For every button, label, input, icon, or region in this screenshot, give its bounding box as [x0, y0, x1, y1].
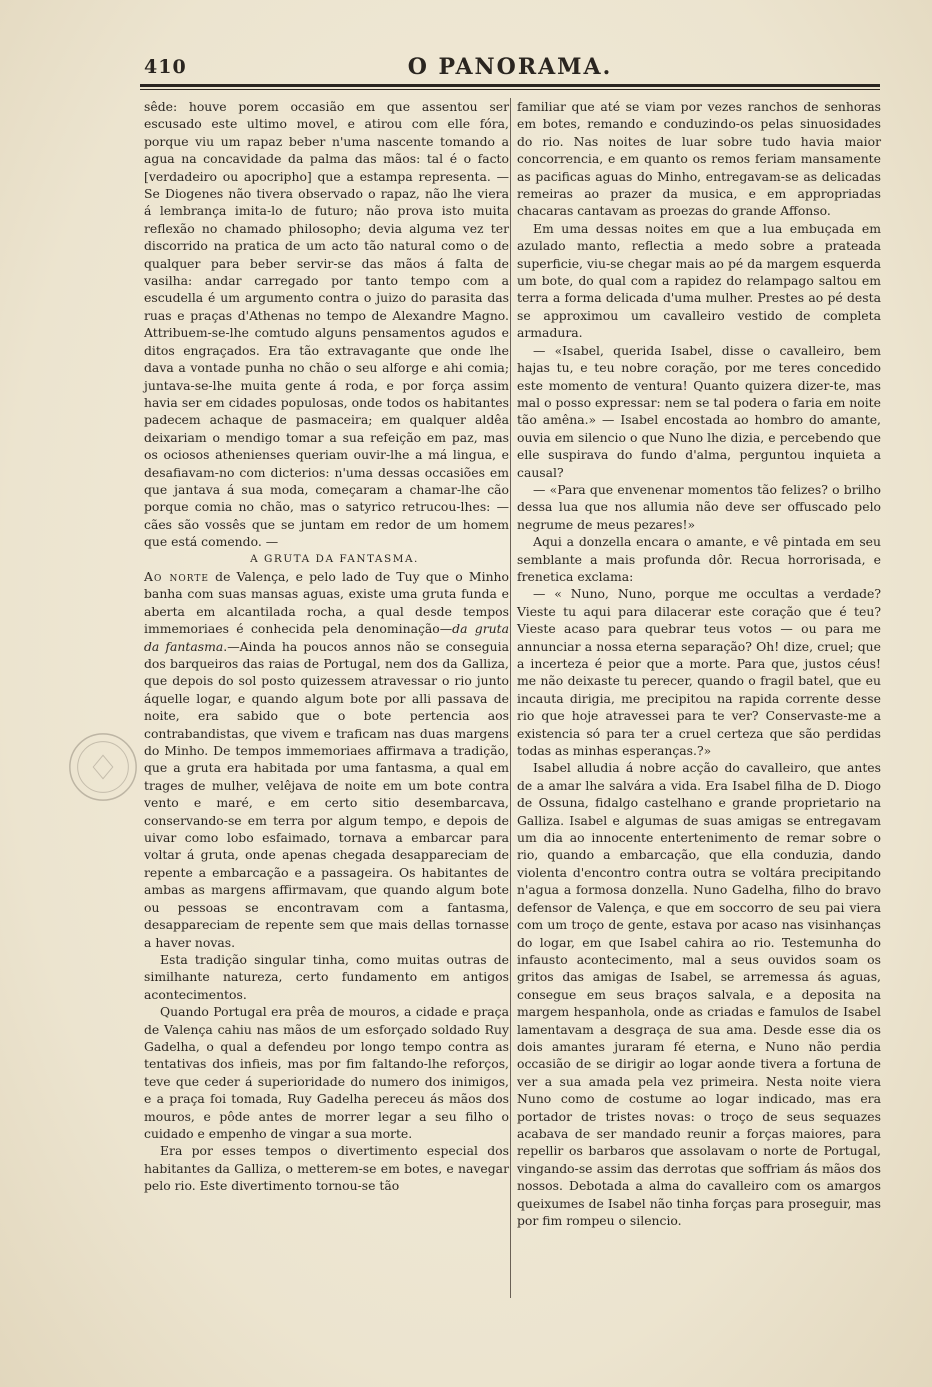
- right-paragraph-3: — «Isabel, querida Isabel, disse o cavalleiro, bem hajas tu, e teu nobre coração, por me teres concedido este momento de ventura! Quanto quizera dizer-te, mas mal o posso expressar: nem se tal podera o faria em noite tão amêna.» — Isabel encostada ao hombro do amante, ouvia em silencio o que Nuno lhe dizia, e percebendo que elle suspirava do fundo d'alma, perguntou inquieta a causal?: [517, 342, 881, 480]
- gruta-p1-end: .—Ainda ha poucos annos não se conseguia dos barqueiros das raias de Portugal, nem dos da Galliza, que depois do sol posto quizessem atravessar o rio junto áquelle logar, e quando algum bote por alli passava de noite, era sabido que o bote pertencia aos contrabandistas, que vivem e traficam nas duas margens do Minho. De tempos immemoriaes affirmava a tradição, que a gruta era habitada por uma fantasma, a qual em trages de mulher, velêjava de noite em um bote contra vento e maré, e em certo sitio desembarcava, conservando-se em terra por algum tempo, e depois de uivar como lobo esfaimado, tornava a embarcar para voltar á gruta, onde apenas chegada desappareciam de repente a embarcação e a passageira. Os habitantes de ambas as margens affirmavam, que quando algum bote ou pessoas se encontravam com a fantasma, desappareciam de repente sem que mais dellas tornasse a haver novas.: [144, 638, 509, 950]
- opening-words: Ao norte: [144, 568, 209, 584]
- left-column: [144, 98, 509, 1195]
- column-divider: [510, 98, 511, 1298]
- gruta-paragraph-1: [144, 568, 509, 951]
- journal-title: O PANORAMA.: [407, 54, 613, 80]
- header-rule: [140, 84, 880, 87]
- header-rule-thin: [140, 89, 880, 90]
- gruta-name-italic: da gruta da fantasma: [144, 621, 509, 654]
- page-header: [140, 52, 880, 86]
- library-stamp-icon: [64, 728, 142, 806]
- gruta-p1-text: de Valença, e pelo lado de Tuy que o Minho banha com suas mansas aguas, existe uma gruta funda e aberta em alcantilada rocha, a qual desde tempos immemoriaes é conhecida pela denominação—: [144, 568, 509, 637]
- gruta-paragraph-4: Era por esses tempos o divertimento especial dos habitantes da Galliza, o metterem-se em botes, e navegar pelo rio. Este divertimento tornou-se tão: [144, 1143, 509, 1194]
- gruta-paragraph-3: Quando Portugal era prêa de mouros, a cidade e praça de Valença cahiu nas mãos de um esforçado soldado Ruy Gadelha, o qual a defendeu por longo tempo contra as tentativas dos infieis, mas por fim faltando-lhe reforços, teve que ceder á superioridade do numero dos inimigos, e a praça foi tomada, Ruy Gadelha pereceu ás mãos dos mouros, e pôde antes de morrer legar a seu filho o cuidado e empenho de vingar a sua morte.: [144, 1004, 509, 1141]
- right-column: [517, 98, 881, 1229]
- right-paragraph-6: — « Nuno, Nuno, porque me occultas a verdade? Vieste tu aqui para dilacerar este coração que é teu? Vieste acaso para quebrar teus votos — ou para me annunciar a nossa eterna separação? Oh! dize, cruel; que a incerteza é peior que a morte. Para que, justos céus! me não deixaste tu perecer, quando o fragil batel, que eu incauta dirigia, me precipitou na rapida corrente desse rio que hoje atravessei para te ver? Conservaste-me a existencia só para ter a cruel certeza que são perdidas todas as minhas esperanças.?»: [517, 586, 881, 759]
- right-paragraph-4: — «Para que envenenar momentos tão felizes? o brilho dessa lua que nos allumia não deve ser offuscado pelo negrume de meus pezares!»: [517, 481, 881, 532]
- section-title: A GRUTA DA FANTASMA.: [250, 552, 419, 565]
- right-paragraph-5: Aqui a donzella encara o amante, e vê pintada em seu semblante a mais profunda dôr. Recua horrorisada, e frenetica exclama:: [517, 534, 881, 584]
- right-paragraph-1: familiar que até se viam por vezes ranchos de senhoras em botes, remando e conduzindo-os pelas sinuosidades do rio. Nas noites de luar sobre tudo havia maior concorrencia, e em quanto os remos feriam mansamente as pacificas aguas do Minho, entregavam-se as delicadas remeiras ao prazer da musica, e em appropriadas chacaras cantavam as proezas do grande Affonso.: [517, 99, 881, 219]
- page-number: 410: [144, 56, 187, 78]
- gruta-paragraph-2: Esta tradição singular tinha, como muitas outras de similhante natureza, certo fundamento em antigos acontecimentos.: [144, 951, 509, 1002]
- right-paragraph-2: Em uma dessas noites em que a lua embuçada em azulado manto, reflectia a medo sobre a prateada superficie, viu-se chegar mais ao pé da margem esquerda um bote, do qual com a rapidez do relampago saltou em terra a forma delicada d'uma mulher. Prestes ao pé desta se approximou um cavalleiro vestido de completa armadura.: [517, 220, 881, 341]
- right-paragraph-7: Isabel alludia á nobre acção do cavalleiro, que antes de a amar lhe salvára a vida. Era Isabel filha de D. Diogo de Ossuna, fidalgo castelhano e grande proprietario na Galliza. Isabel e algumas de suas amigas se entregavam um dia ao innocente entertenimento de remar sobre o rio, quando a embarcação, que ella conduzia, dando violenta d'encontro contra outra se voltára precipitando n'agua a formosa donzella. Nuno Gadelha, filho do bravo defensor de Valença, e que em soccorro de seu pai viera com um troço de gente, estava por acaso nas visinhanças do logar, em que Isabel cahira ao rio. Testemunha do infausto acontecimento, mal a seus ouvidos soam os gritos das amigas de Isabel, se arremessa ás aguas, consegue em seus braços salvala, e a deposita na margem hespanhola, onde as criadas e famulos de Isabel lamentavam a desgraça de sua ama. Desde esse dia os dois amantes juraram fé eterna, e Nuno não perdia occasião de se dirigir ao logar aonde tivera a fortuna de ver a sua amada pela vez primeira. Nesta noite viera Nuno como de costume ao logar indicado, mas era portador de tristes novas: o troço de seus sequazes acabava de ser mandado reunir a forças maiores, para repellir os barbaros que assolavam o norte de Portugal, vingando-se assim das derrotas que soffriam ás mãos dos nossos. Debotada a alma do cavalleiro com os amargos queixumes de Isabel não tinha forças para proseguir, mas por fim rompeu o silencio.: [517, 760, 881, 1228]
- diogenes-paragraph: sêde: houve porem occasião em que assentou ser escusado este ultimo movel, e atirou com elle fóra, porque viu um rapaz beber n'uma nascente tomando a agua na concavidade da palma das mãos: tal é o facto [verdadeiro ou apocripho] que a estampa representa. — Se Diogenes não tivera observado o rapaz, não lhe viera á lembrança imita-lo de futuro; não prova isto muita reflexão no chamado philosopho; devia alguma vez ter discorrido na pratica de um acto tão natural como o de qualquer para beber servir-se das mãos á falta de vasilha: andar carregado por tanto tempo com a escudella é um argumento contra o juizo do parasita das ruas e praças d'Athenas no tempo de Alexandre Magno. Attribuem-se-lhe comtudo alguns pensamentos agudos e ditos engraçados. Era tão extravagante que onde lhe dava a vontade punha no chão o seu alforge e ahi comia; juntava-se-lhe muita gente á roda, e por força assim havia ser em cidades populosas, onde todos os habitantes padecem achaque de pasmaceira; em qualquer aldêa deixariam o mendigo tomar a sua refeição em paz, mas os ociosos athenienses queriam ouvir-lhe a má lingua, e desafiavam-no com dicterios: n'uma dessas occasiões em que jantava á sua moda, começaram a chamar-lhe cão porque comia no chão, mas o satyrico retrucou-lhes: — cães são vossês que se juntam em redor de um homem que está comendo. —: [144, 99, 509, 550]
